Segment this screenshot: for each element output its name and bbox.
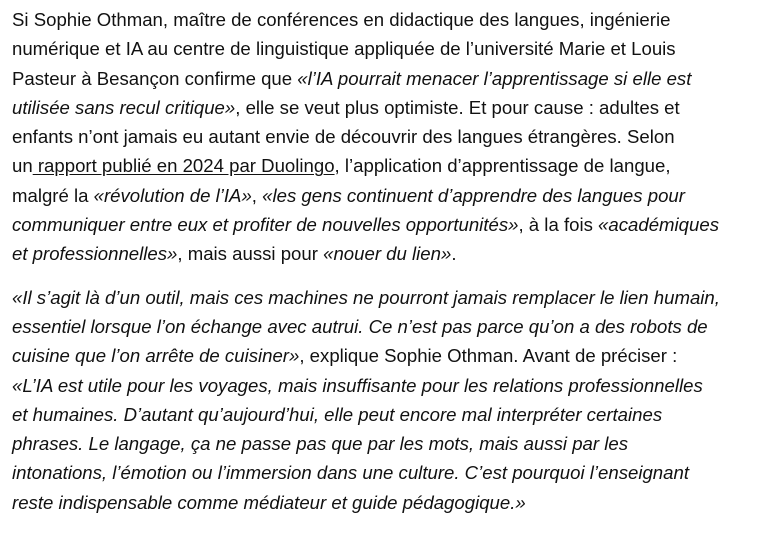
text-run: Si Sophie Othman, maître de conférences en didactique des langues, ingénierie	[12, 9, 671, 30]
quote-run: phrases. Le langage, ça ne passe pas que par les mots, mais aussi par les	[12, 433, 629, 455]
text-line	[12, 210, 762, 239]
quote-run: reste indispensable comme médiateur et guide pédagogique.»	[12, 491, 526, 513]
text-line	[12, 239, 762, 268]
duolingo-report-link[interactable]: rapport publié en 2024 par Duolingo	[32, 155, 335, 177]
text-line	[12, 312, 762, 341]
text-line	[12, 429, 762, 458]
quote-run: «révolution de l’IA»	[93, 184, 252, 206]
text-line	[12, 371, 762, 400]
quote-run: intonations, l’émotion ou l’immersion dans une culture. C’est pourquoi l’enseignant	[12, 462, 689, 484]
text-line	[12, 458, 762, 487]
quote-run: «L’IA est utile pour les voyages, mais insuffisante pour les relations professionnelles	[12, 374, 703, 396]
text-line	[12, 400, 762, 429]
quote-run: utilisée sans recul critique»	[12, 96, 236, 118]
text-run: numérique et IA au centre de linguistique appliquée de l’université Marie et Louis	[12, 38, 676, 60]
text-run: ,	[251, 184, 263, 206]
text-run: , l’application d’apprentissage de langue,	[334, 155, 671, 177]
paragraph-1	[12, 5, 762, 269]
quote-run: «l’IA pourrait menacer l’apprentissage si elle est	[297, 67, 692, 89]
text-run: , explique Sophie Othman. Avant de préciser :	[299, 345, 678, 367]
quote-run: «académiques	[598, 214, 719, 236]
quote-run: «nouer du lien»	[323, 243, 452, 265]
quote-run: et professionnelles»	[12, 243, 178, 265]
text-line	[12, 5, 762, 34]
quote-run: et humaines. D’autant qu’aujourd’hui, elle peut encore mal interpréter certaines	[12, 403, 663, 425]
paragraph-2	[12, 283, 762, 517]
quote-run: «Il s’agit là d’un outil, mais ces machines ne pourront jamais remplacer le lien humain,	[12, 286, 720, 308]
quote-run: cuisine que l’on arrête de cuisiner»	[12, 345, 300, 367]
text-run: enfants n’ont jamais eu autant envie de découvrir des langues étrangères. Selon	[12, 126, 675, 148]
text-run: , elle se veut plus optimiste. Et pour cause : adultes et	[235, 96, 680, 118]
text-run: malgré la	[12, 184, 94, 206]
text-line	[12, 341, 762, 370]
quote-run: communiquer entre eux et profiter de nouvelles opportunités»	[12, 214, 519, 236]
article-body	[12, 5, 762, 517]
text-run: Pasteur à Besançon confirme que	[12, 67, 298, 89]
text-line	[12, 151, 762, 180]
text-line	[12, 34, 762, 63]
text-run: , mais aussi pour	[177, 243, 324, 265]
quote-run: «les gens continuent d’apprendre des langues pour	[262, 184, 685, 206]
text-line	[12, 283, 762, 312]
text-run: .	[451, 243, 457, 265]
text-run: , à la fois	[518, 214, 599, 236]
text-line	[12, 181, 762, 210]
text-line	[12, 93, 762, 122]
text-line	[12, 64, 762, 93]
quote-run: essentiel lorsque l’on échange avec autrui. Ce n’est pas parce qu’on a des robots de	[12, 315, 708, 337]
text-line	[12, 122, 762, 151]
text-line	[12, 488, 762, 517]
text-run: un	[12, 155, 33, 177]
